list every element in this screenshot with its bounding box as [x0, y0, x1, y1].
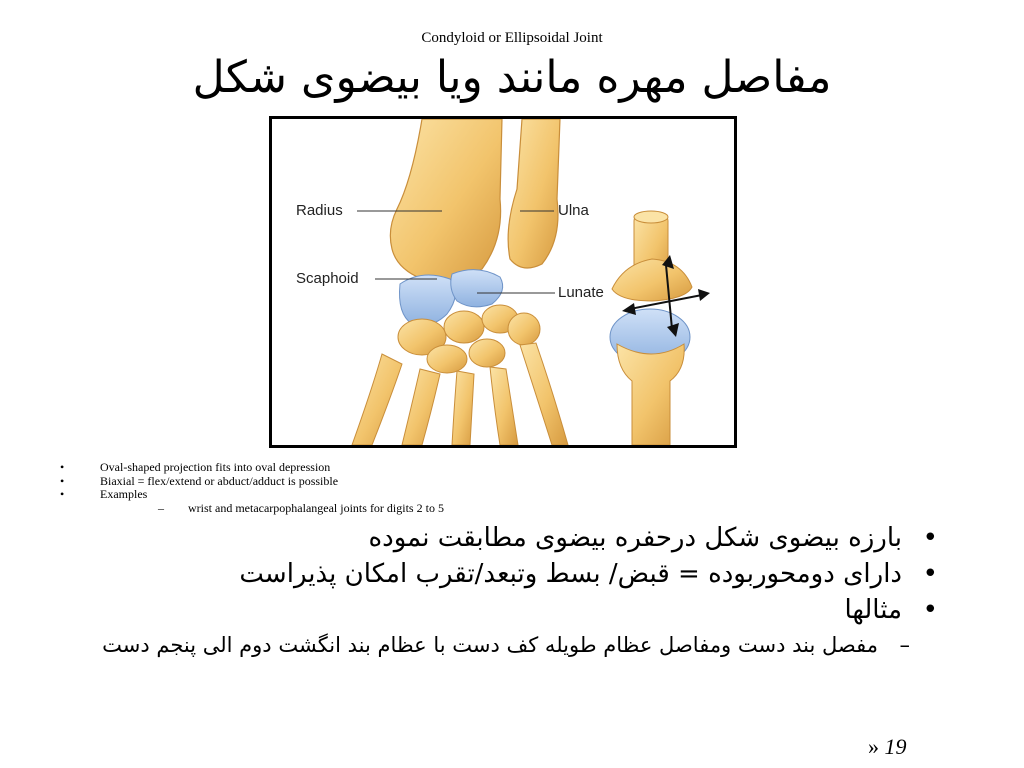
english-bullet: • Biaxial = flex/extend or abduct/adduct is possible	[60, 473, 339, 488]
carpal-6	[469, 339, 505, 367]
persian-bullet: • دارای دومحوربوده = قبض/ بسط وتبعد/تقرب امکان پذیراست	[239, 559, 938, 589]
metacarpal-2	[402, 369, 440, 445]
label-ulna: Ulna	[558, 202, 589, 219]
joint-model-socket	[612, 259, 692, 301]
english-sub-list	[100, 502, 444, 516]
ulna-bone	[508, 119, 560, 268]
english-sub-bullet: – wrist and metacarpophalangeal joints for digits 2 to 5	[158, 500, 444, 515]
carpal-4	[508, 313, 540, 345]
metacarpal-5	[520, 343, 568, 445]
wrist-joint-figure	[269, 116, 737, 448]
page-number-value: 19	[884, 734, 907, 759]
slide-title: مفاصل مهره مانند ویا بیضوی شکل	[192, 52, 832, 103]
page-marker-icon: »	[868, 734, 879, 759]
persian-bullet: • مثالها	[844, 595, 938, 625]
english-bullet: • Examples – wrist and metacarpophalangeal joints for digits 2 to 5	[60, 487, 444, 515]
metacarpal-1	[352, 354, 402, 445]
carpal-5	[427, 345, 467, 373]
label-radius: Radius	[296, 202, 343, 219]
english-bullet: • Oval-shaped projection fits into oval depression	[60, 460, 331, 474]
scaphoid-cartilage	[400, 275, 456, 325]
metacarpal-4	[490, 367, 518, 445]
persian-bullet: • بارزه بیضوی شکل درحفره بیضوی مطابقت نموده	[368, 523, 938, 553]
joint-model-upper-cap	[634, 211, 668, 223]
persian-sub-bullet: – مفصل بند دست ومفاصل عظام طویله کف دست با عظام بند انگشت دوم الی پنجم دست	[102, 633, 910, 657]
page-number	[868, 734, 907, 760]
motion-arrowhead-right	[698, 289, 710, 301]
lunate-cartilage	[451, 270, 503, 307]
label-scaphoid: Scaphoid	[296, 270, 359, 287]
slide-subtitle: Condyloid or Ellipsoidal Joint	[421, 30, 603, 46]
label-lunate: Lunate	[558, 284, 604, 301]
metacarpal-3	[452, 371, 474, 445]
joint-model-lower-shaft	[617, 344, 684, 445]
carpal-2	[444, 311, 484, 343]
persian-bullet-list	[60, 520, 942, 659]
radius-bone	[390, 119, 502, 280]
english-bullet-list	[56, 461, 444, 515]
